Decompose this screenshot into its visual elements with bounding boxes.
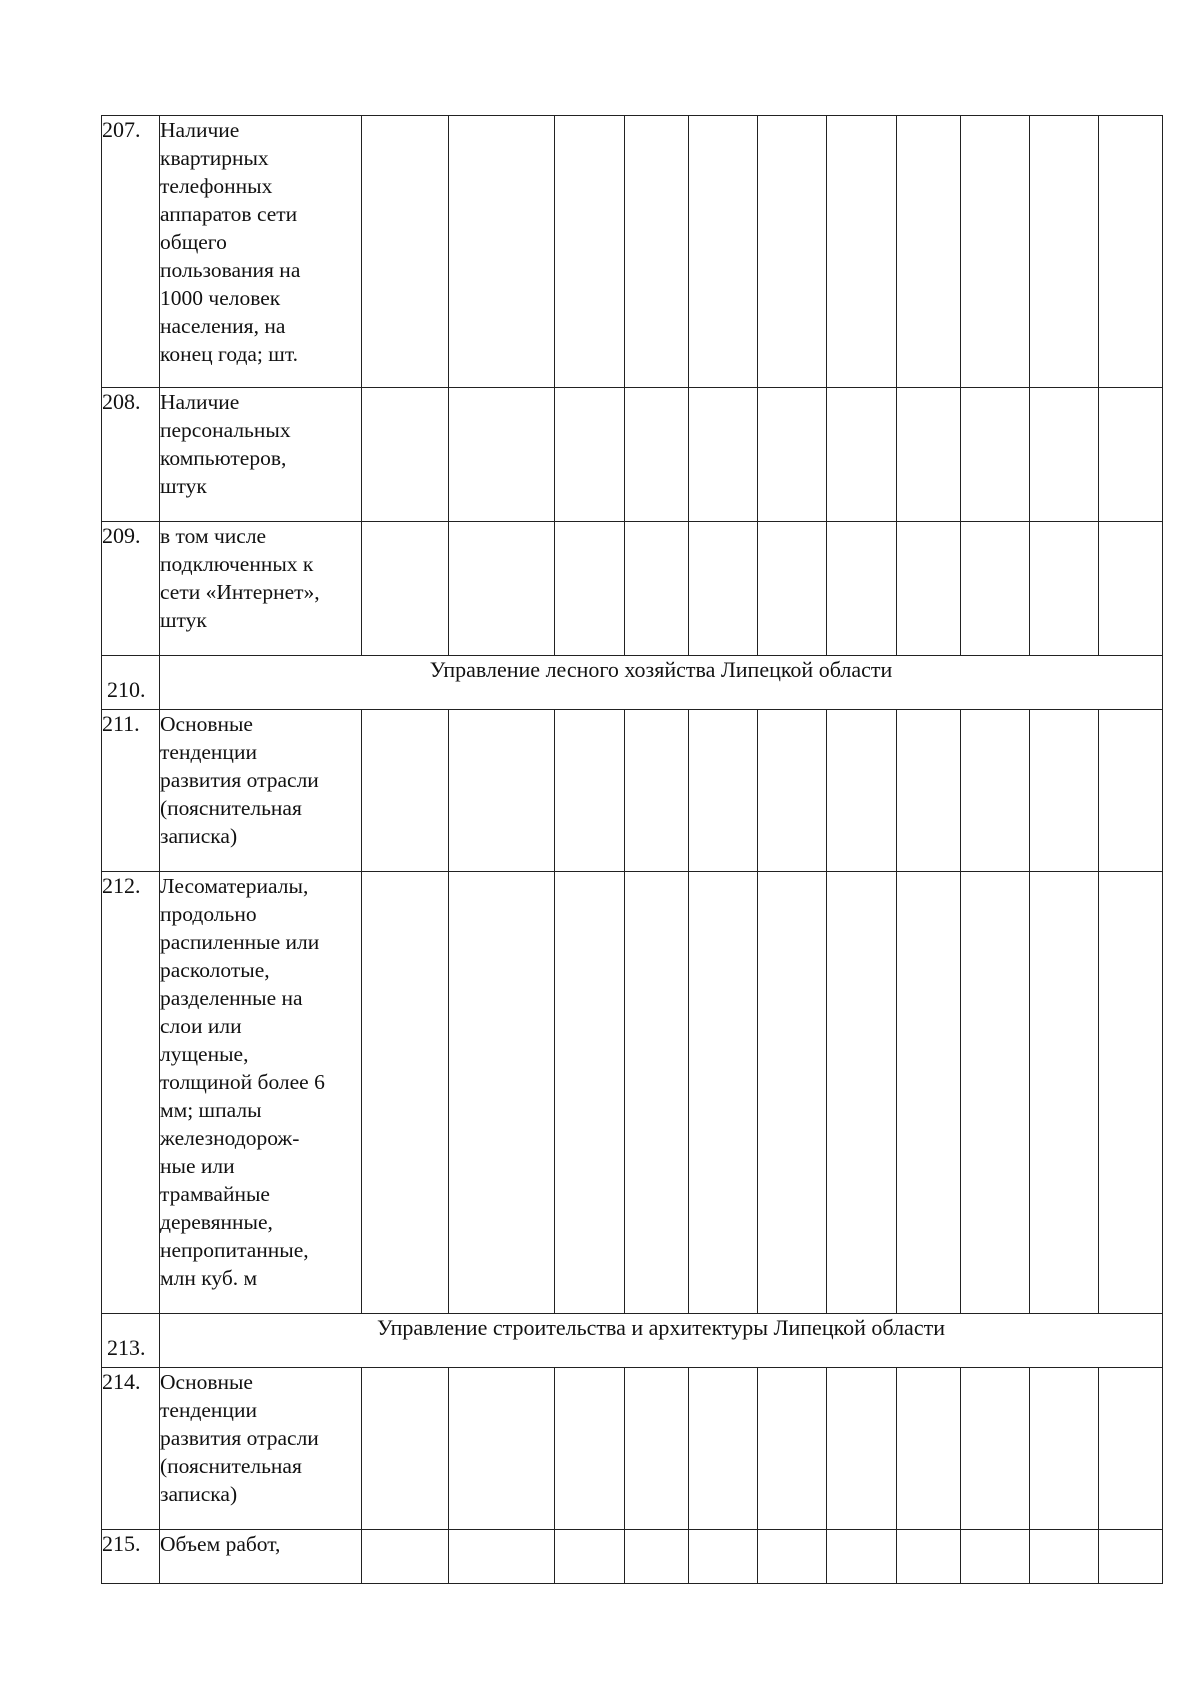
indicator-name xyxy=(160,1530,362,1584)
section-row xyxy=(102,1314,1163,1368)
value-cell xyxy=(449,522,555,656)
value-cell xyxy=(625,1530,689,1584)
indicator-name-line: тенденции xyxy=(160,1398,257,1422)
value-cell xyxy=(625,522,689,656)
value-cell xyxy=(689,522,758,656)
indicator-name-line: (пояснительная xyxy=(160,796,302,820)
value-cell xyxy=(555,1530,625,1584)
indicator-name xyxy=(160,872,362,1314)
value-cell xyxy=(689,1530,758,1584)
value-cell xyxy=(758,1368,827,1530)
row-number: 214. xyxy=(102,1368,160,1530)
value-cell xyxy=(758,388,827,522)
value-cell xyxy=(961,1368,1030,1530)
indicators-table xyxy=(101,115,1163,1584)
table-row xyxy=(102,872,1163,1314)
value-cell xyxy=(1099,710,1163,872)
section-title: Управление строительства и архитектуры Липецкой области xyxy=(160,1314,1163,1368)
value-cell xyxy=(555,710,625,872)
indicator-name-line: записка) xyxy=(160,1482,238,1506)
value-cell xyxy=(625,1368,689,1530)
row-number: 213. xyxy=(102,1314,160,1368)
value-cell xyxy=(689,872,758,1314)
value-cell xyxy=(758,1530,827,1584)
value-cell xyxy=(362,1368,449,1530)
indicator-name-line: распиленные или xyxy=(160,930,320,954)
indicator-name-line: населения, на xyxy=(160,314,286,338)
indicator-name-line: подключенных к xyxy=(160,552,314,576)
value-cell xyxy=(827,116,897,388)
indicator-name-line: деревянные, xyxy=(160,1210,273,1234)
indicator-name-line: записка) xyxy=(160,824,238,848)
value-cell xyxy=(1030,1530,1099,1584)
value-cell xyxy=(827,522,897,656)
value-cell xyxy=(897,116,961,388)
indicator-name-line: мм; шпалы xyxy=(160,1098,262,1122)
value-cell xyxy=(758,522,827,656)
value-cell xyxy=(1030,1368,1099,1530)
row-number: 211. xyxy=(102,710,160,872)
value-cell xyxy=(449,116,555,388)
indicator-name-line: железнодорож- xyxy=(160,1126,300,1150)
value-cell xyxy=(961,710,1030,872)
value-cell xyxy=(961,872,1030,1314)
row-number: 210. xyxy=(102,656,160,710)
indicator-name-line: ные или xyxy=(160,1154,235,1178)
table-row xyxy=(102,1530,1163,1584)
value-cell xyxy=(689,116,758,388)
value-cell xyxy=(1030,116,1099,388)
indicator-name-line: продольно xyxy=(160,902,257,926)
indicator-name-line: конец года; шт. xyxy=(160,342,298,366)
indicator-name xyxy=(160,522,362,656)
indicator-name-line: штук xyxy=(160,474,207,498)
indicator-name-line: млн куб. м xyxy=(160,1266,258,1290)
row-number: 209. xyxy=(102,522,160,656)
value-cell xyxy=(1030,522,1099,656)
indicator-name-line: Основные xyxy=(160,712,253,736)
value-cell xyxy=(555,116,625,388)
table-row xyxy=(102,522,1163,656)
value-cell xyxy=(1099,1368,1163,1530)
value-cell xyxy=(1030,872,1099,1314)
value-cell xyxy=(1099,872,1163,1314)
value-cell xyxy=(827,1368,897,1530)
indicator-name xyxy=(160,388,362,522)
value-cell xyxy=(689,388,758,522)
row-number: 215. xyxy=(102,1530,160,1584)
table-row xyxy=(102,710,1163,872)
indicator-name-line: квартирных xyxy=(160,146,269,170)
value-cell xyxy=(1099,388,1163,522)
indicator-name-line: толщиной более 6 xyxy=(160,1070,325,1094)
value-cell xyxy=(362,388,449,522)
value-cell xyxy=(625,872,689,1314)
indicator-name-line: штук xyxy=(160,608,207,632)
value-cell xyxy=(827,388,897,522)
value-cell xyxy=(362,116,449,388)
indicator-name-line: Основные xyxy=(160,1370,253,1394)
value-cell xyxy=(449,1530,555,1584)
value-cell xyxy=(449,388,555,522)
value-cell xyxy=(555,388,625,522)
value-cell xyxy=(449,1368,555,1530)
value-cell xyxy=(449,872,555,1314)
value-cell xyxy=(758,116,827,388)
value-cell xyxy=(1099,116,1163,388)
row-number: 208. xyxy=(102,388,160,522)
indicator-name-line: 1000 человек xyxy=(160,286,281,310)
table-row xyxy=(102,1368,1163,1530)
value-cell xyxy=(961,1530,1030,1584)
value-cell xyxy=(555,522,625,656)
indicator-name-line: пользования на xyxy=(160,258,301,282)
value-cell xyxy=(897,522,961,656)
row-number: 212. xyxy=(102,872,160,1314)
value-cell xyxy=(897,1530,961,1584)
indicator-name-line: лущеные, xyxy=(160,1042,249,1066)
indicator-name-line: трамвайные xyxy=(160,1182,270,1206)
indicator-name-line: Объем работ, xyxy=(160,1532,281,1556)
indicator-name xyxy=(160,116,362,388)
indicator-name-line: разделенные на xyxy=(160,986,303,1010)
value-cell xyxy=(689,710,758,872)
value-cell xyxy=(897,1368,961,1530)
value-cell xyxy=(897,388,961,522)
section-row xyxy=(102,656,1163,710)
value-cell xyxy=(362,1530,449,1584)
indicator-name-line: (пояснительная xyxy=(160,1454,302,1478)
indicator-name xyxy=(160,710,362,872)
indicator-name-line: Наличие xyxy=(160,118,240,142)
section-title: Управление лесного хозяйства Липецкой области xyxy=(160,656,1163,710)
value-cell xyxy=(1099,522,1163,656)
table-row xyxy=(102,116,1163,388)
indicator-name-line: развития отрасли xyxy=(160,768,319,792)
indicator-name-line: аппаратов сети xyxy=(160,202,298,226)
indicator-name-line: расколотые, xyxy=(160,958,270,982)
indicator-name-line: Лесоматериалы, xyxy=(160,874,309,898)
value-cell xyxy=(827,872,897,1314)
row-number: 207. xyxy=(102,116,160,388)
value-cell xyxy=(625,116,689,388)
indicator-name-line: слои или xyxy=(160,1014,242,1038)
value-cell xyxy=(689,1368,758,1530)
indicator-name-line: тенденции xyxy=(160,740,257,764)
indicator-name xyxy=(160,1368,362,1530)
value-cell xyxy=(1030,710,1099,872)
indicator-name-line: развития отрасли xyxy=(160,1426,319,1450)
value-cell xyxy=(758,710,827,872)
value-cell xyxy=(625,710,689,872)
value-cell xyxy=(961,522,1030,656)
value-cell xyxy=(827,710,897,872)
value-cell xyxy=(362,872,449,1314)
value-cell xyxy=(362,522,449,656)
value-cell xyxy=(555,1368,625,1530)
indicator-name-line: в том числе xyxy=(160,524,267,548)
value-cell xyxy=(961,116,1030,388)
value-cell xyxy=(625,388,689,522)
indicator-name-line: общего xyxy=(160,230,227,254)
value-cell xyxy=(1030,388,1099,522)
value-cell xyxy=(827,1530,897,1584)
value-cell xyxy=(897,872,961,1314)
value-cell xyxy=(449,710,555,872)
table-row xyxy=(102,388,1163,522)
indicator-name-line: персональных xyxy=(160,418,291,442)
indicator-name-line: телефонных xyxy=(160,174,273,198)
indicator-name-line: компьютеров, xyxy=(160,446,287,470)
indicator-name-line: непропитанные, xyxy=(160,1238,309,1262)
value-cell xyxy=(1099,1530,1163,1584)
value-cell xyxy=(961,388,1030,522)
indicator-name-line: Наличие xyxy=(160,390,240,414)
value-cell xyxy=(897,710,961,872)
value-cell xyxy=(555,872,625,1314)
value-cell xyxy=(362,710,449,872)
indicator-name-line: сети «Интернет», xyxy=(160,580,320,604)
value-cell xyxy=(758,872,827,1314)
